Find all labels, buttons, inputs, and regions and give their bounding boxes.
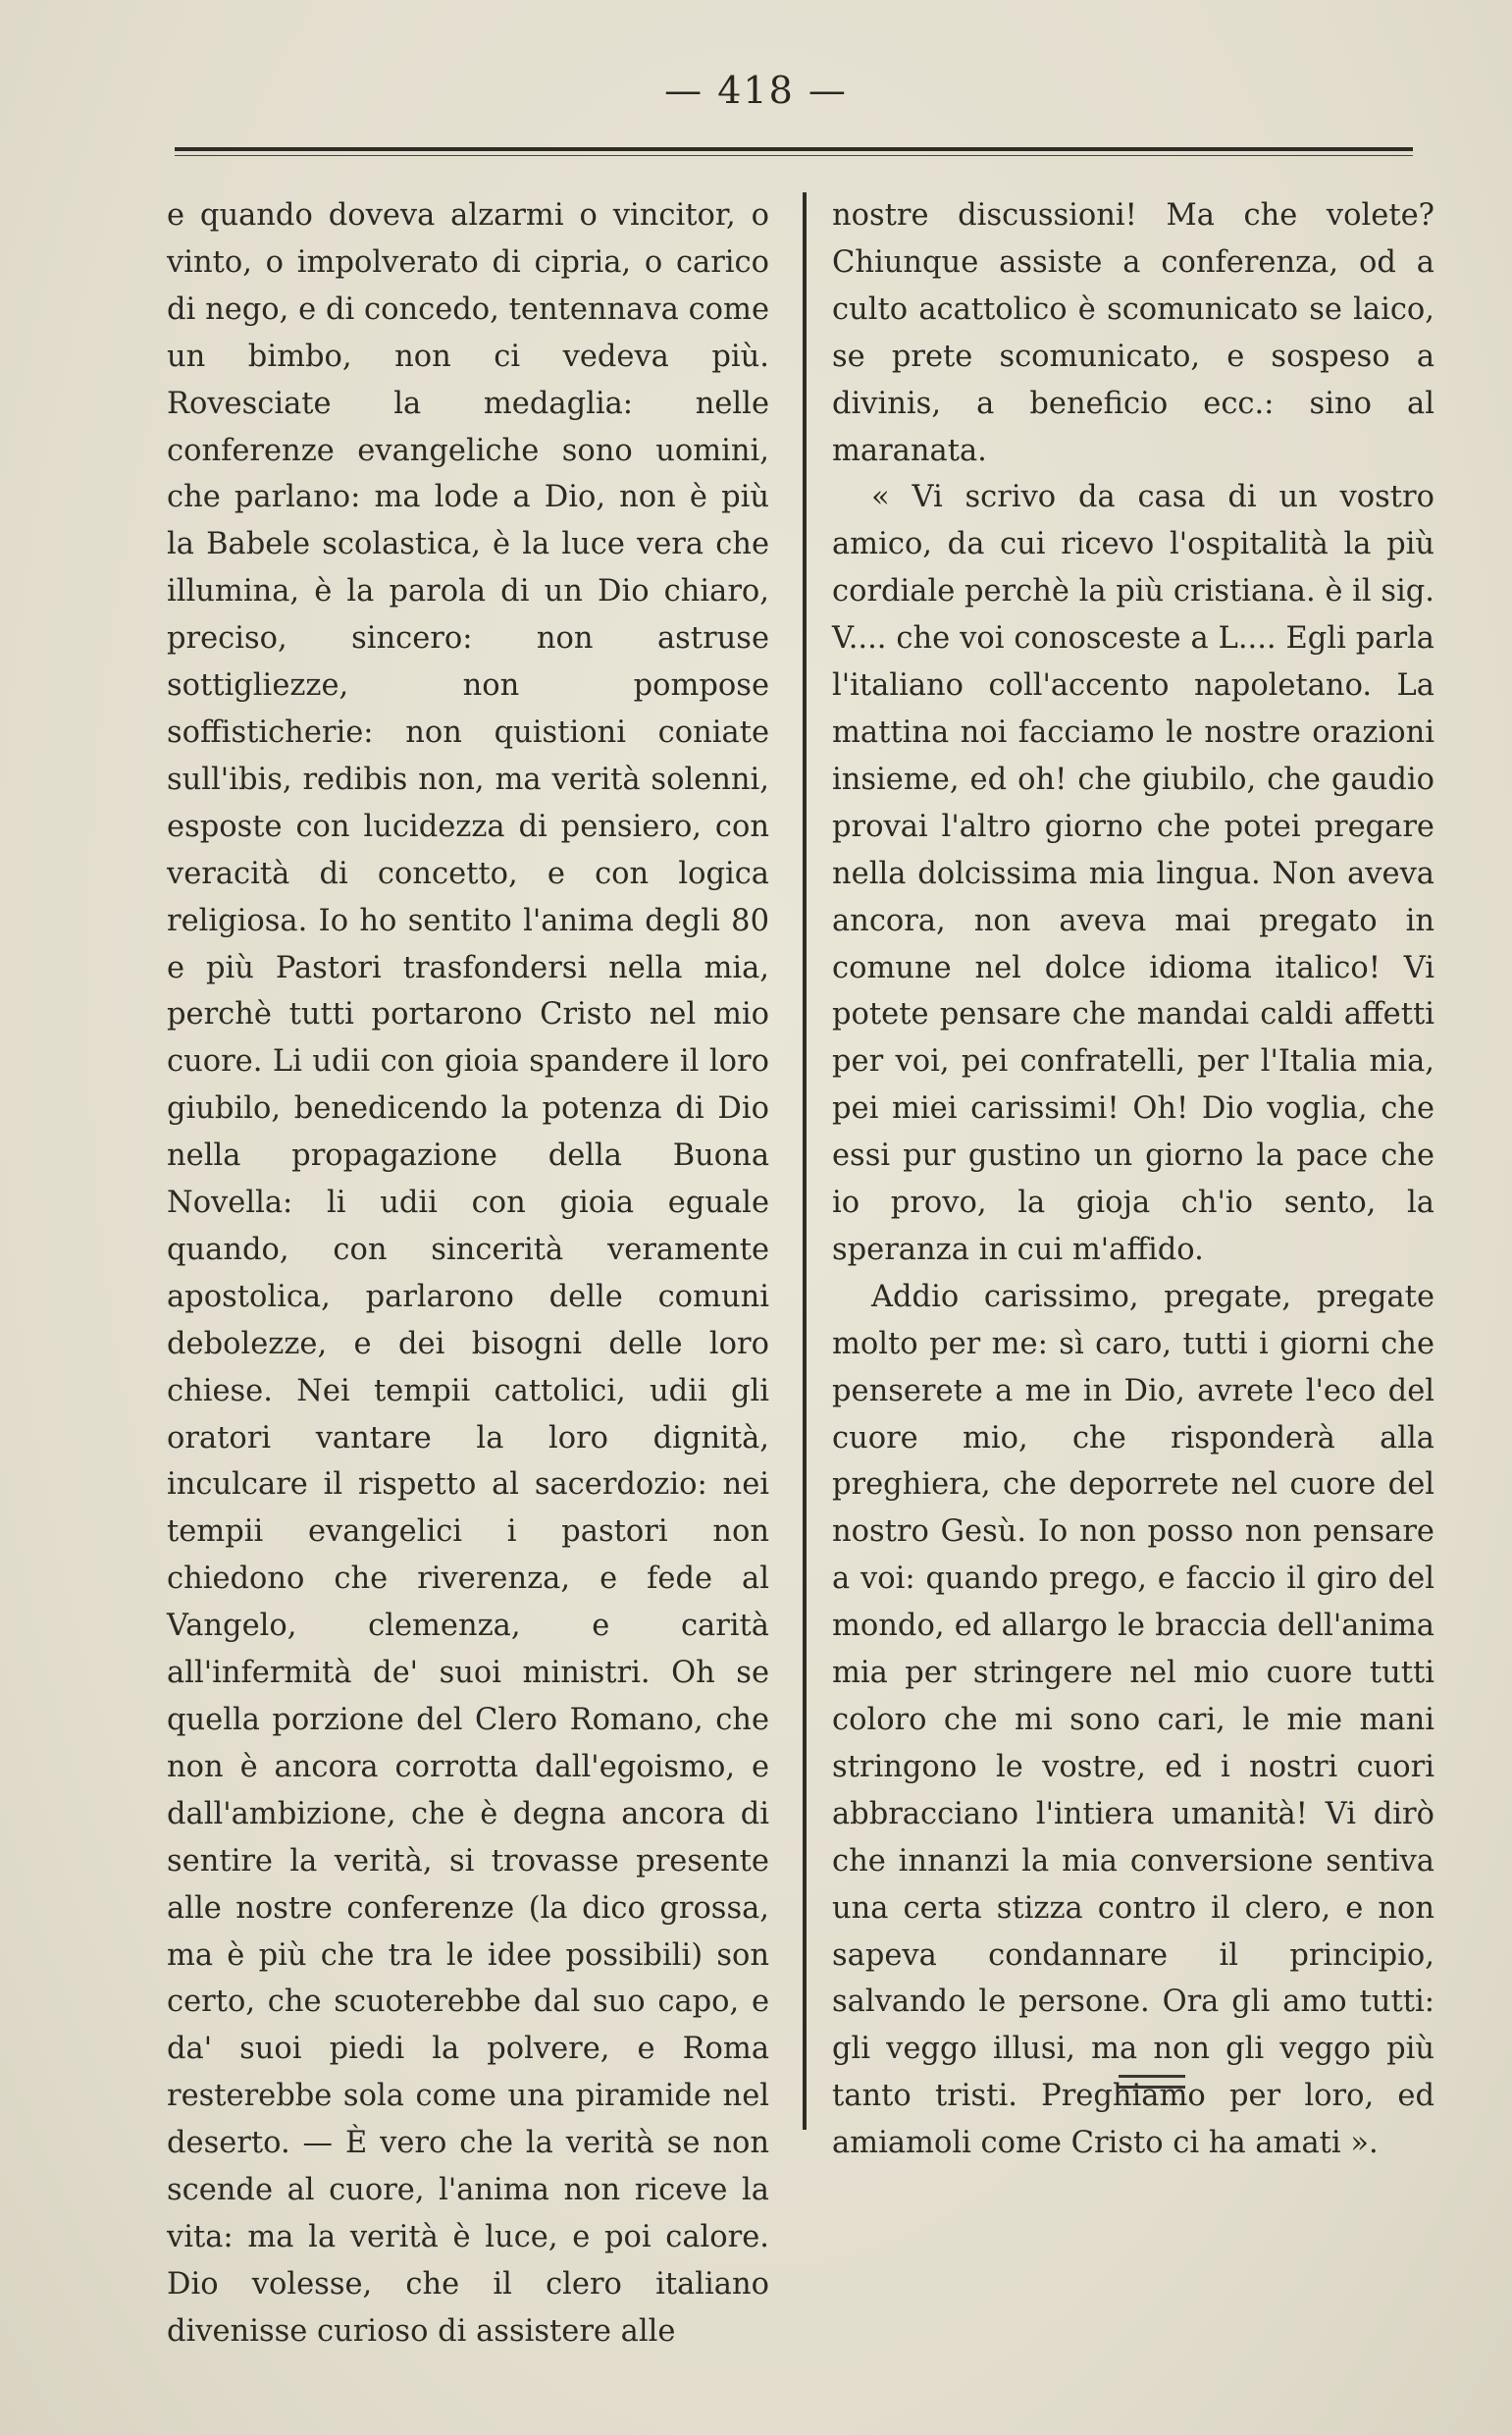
right-column bbox=[832, 192, 1434, 2167]
right-paragraph-2: « Vi scrivo da casa di un vostro amico, da cui ricevo l'ospitalità la più cordiale perchè la più cristiana. è il sig. V.... che voi conosceste a L.... Egli parla l'italiano coll'accento napoletano. La mattina noi facciamo le nostre orazioni insieme, ed oh! che giubilo, che gaudio provai l'altro giorno che potei pregare nella dolcissima mia lingua. Non aveva ancora, non aveva mai pregato in comune nel dolce idioma italico! Vi potete pensare che mandai caldi affetti per voi, pei confratelli, per l'Italia mia, pei miei carissimi! Oh! Dio voglia, che essi pur gustino un giorno la pace che io provo, la gioja ch'io sento, la speranza in cui m'affido. bbox=[832, 480, 1434, 1267]
column-divider bbox=[803, 192, 807, 2130]
right-paragraph-1: nostre discussioni! Ma che volete? Chiunque assiste a conferenza, od a culto acattolico è scomunicato se laico, se prete scomunicato, e sospeso a divinis, a beneficio ecc.: sino al maranata. bbox=[832, 198, 1434, 468]
left-column-text: e quando doveva alzarmi o vincitor, o vinto, o impolverato di cipria, o carico di nego, e di concedo, tentennava come un bimbo, non ci vedeva più. Rovesciate la medaglia: nelle conferenze evangeliche sono uomini, che parlano: ma lode a Dio, non è più la Babele scolastica, è la luce vera che illumina, è la parola di un Dio chiaro, preciso, sincero: non astruse sottigliezze, non pompose soffisticherie: non quistioni coniate sull'ibis, redibis non, ma verità solenni, esposte con lucidezza di pensiero, con veracità di concetto, e con logica religiosa. Io ho sentito l'anima degli 80 e più Pastori trasfondersi nella mia, perchè tutti portarono Cristo nel mio cuore. Li udii con gioia spandere il loro giubilo, benedicendo la potenza di Dio nella propagazione della Buona Novella: li udii con gioia eguale quando, con sincerità veramente apostolica, parlarono delle comuni debolezze, e dei bisogni delle loro chiese. Nei tempii cattolici, udii gli oratori vantare la loro dignità, inculcare il rispetto al sacerdozio: nei tempii evangelici i pastori non chiedono che riverenza, e fede al Vangelo, clemenza, e carità all'infermità de' suoi ministri. Oh se quella porzione del Clero Romano, che non è ancora corrotta dall'egoismo, e dall'ambizione, che è degna ancora di sentire la verità, si trovasse presente alle nostre conferenze (la dico grossa, ma è più che tra le idee possibili) son certo, che scuoterebbe dal suo capo, e da' suoi piedi la polvere, e Roma resterebbe sola come una piramide nel deserto. — È vero che la verità se non scende al cuore, l'anima non riceve la vita: ma la verità è luce, e poi calore. Dio volesse, che il clero italiano divenisse curioso di assistere alle bbox=[167, 198, 769, 2349]
right-paragraph-3: Addio carissimo, pregate, pregate molto per me: sì caro, tutti i giorni che penserete a me in Dio, avrete l'eco del cuore mio, che risponderà alla preghiera, che deporrete nel cuore del nostro Gesù. Io non posso non pensare a voi: quando prego, e faccio il giro del mondo, ed allargo le braccia dell'anima mia per stringere nel mio cuore tutti coloro che mi sono cari, le mie mani stringono le vostre, ed i nostri cuori abbracciano l'intiera umanità! Vi dirò che innanzi la mia conversione sentiva una certa stizza contro il clero, e non sapeva condannare il principio, salvando le persone. Ora gli amo tutti: gli veggo illusi, ma non gli veggo più tanto tristi. Preghiamo per loro, ed amiamoli come Cristo ci ha amati ». bbox=[832, 1279, 1434, 2161]
page-number: — 418 — bbox=[664, 69, 848, 112]
end-rule bbox=[1119, 2075, 1185, 2089]
header-rule bbox=[175, 147, 1413, 151]
left-column bbox=[167, 192, 769, 2356]
